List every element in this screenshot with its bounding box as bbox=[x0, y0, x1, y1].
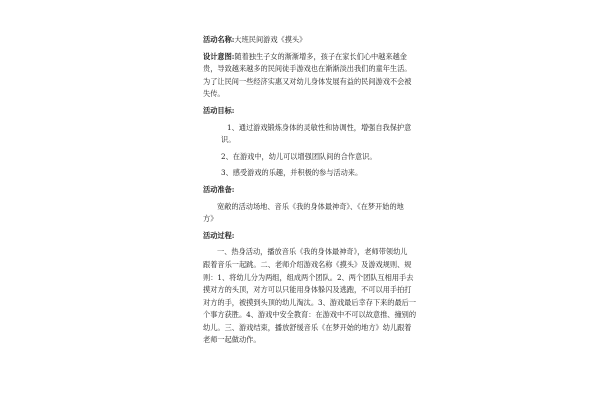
goal-2: 2、在游戏中，幼儿可以增强团队间的合作意识。 bbox=[221, 151, 377, 161]
process-line: 一、热身活动，播放音乐《我的身体最神奇》，老师带领幼儿 bbox=[217, 247, 408, 257]
process-line: 摸对方的头顶，对方可以只能用身体躲闪及逃跑，不可以用手拍打 bbox=[203, 285, 412, 295]
preparation-text-2: 方》 bbox=[203, 214, 218, 224]
goal-3: 3、感受游戏的乐趣，并积极的参与活动来。 bbox=[221, 168, 363, 178]
goal-1-line-1: 1、通过游戏锻炼身体的灵敏性和协调性，增强自我保护意 bbox=[227, 122, 412, 132]
process-line: 个事方获胜。4、游戏中安全教育：在游戏中不可以故意推、撞别的 bbox=[203, 310, 417, 320]
process-line: 对方的手，被摸到头顶的幼儿淘汰。3、游戏最后幸存下来的最后一 bbox=[203, 297, 417, 307]
process-line: 老师一起做动作。 bbox=[203, 335, 261, 345]
activity-name-value: 大班民间游戏《摸头》 bbox=[234, 35, 307, 44]
activity-name-label: 活动名称: bbox=[203, 35, 235, 44]
preparation-text-1: 宽敞的活动场地、音乐《我的身体最神奇》、《在梦开始的地 bbox=[217, 201, 404, 211]
process-line: 则：1、将幼儿分为两组，组成两个团队。2、两个团队互相用手去 bbox=[203, 272, 414, 282]
process-line: 幼儿。三、游戏结束，播放舒缓音乐《在梦开始的地方》幼儿跟着 bbox=[203, 322, 412, 332]
process-heading: 活动过程: bbox=[203, 230, 235, 240]
design-intent-text-4: 失传。 bbox=[203, 89, 225, 99]
process-line: 跟着音乐一起跳。二、老师介绍游戏名称《摸头》及游戏规则、规 bbox=[203, 259, 412, 269]
design-intent-label: 设计意图: bbox=[203, 51, 235, 61]
design-intent-row bbox=[203, 51, 407, 64]
activity-name-row bbox=[203, 34, 399, 47]
design-intent-text-3: 为了让民间一些经济实惠又对幼儿身体发展有益的民间游戏不会被 bbox=[203, 76, 412, 86]
preparation-heading: 活动准备: bbox=[203, 184, 235, 194]
goal-1-line-2: 识。 bbox=[221, 135, 236, 145]
design-intent-text-2: 贵，导致越来越多的民间徒手游戏也在渐渐淡出我们的童年生活。 bbox=[203, 64, 412, 74]
design-intent-text-1: 随着独生子女的渐渐增多，孩子在家长们心中越来越金 bbox=[234, 51, 407, 61]
goals-heading: 活动目标: bbox=[203, 105, 235, 115]
document-body bbox=[203, 34, 417, 347]
